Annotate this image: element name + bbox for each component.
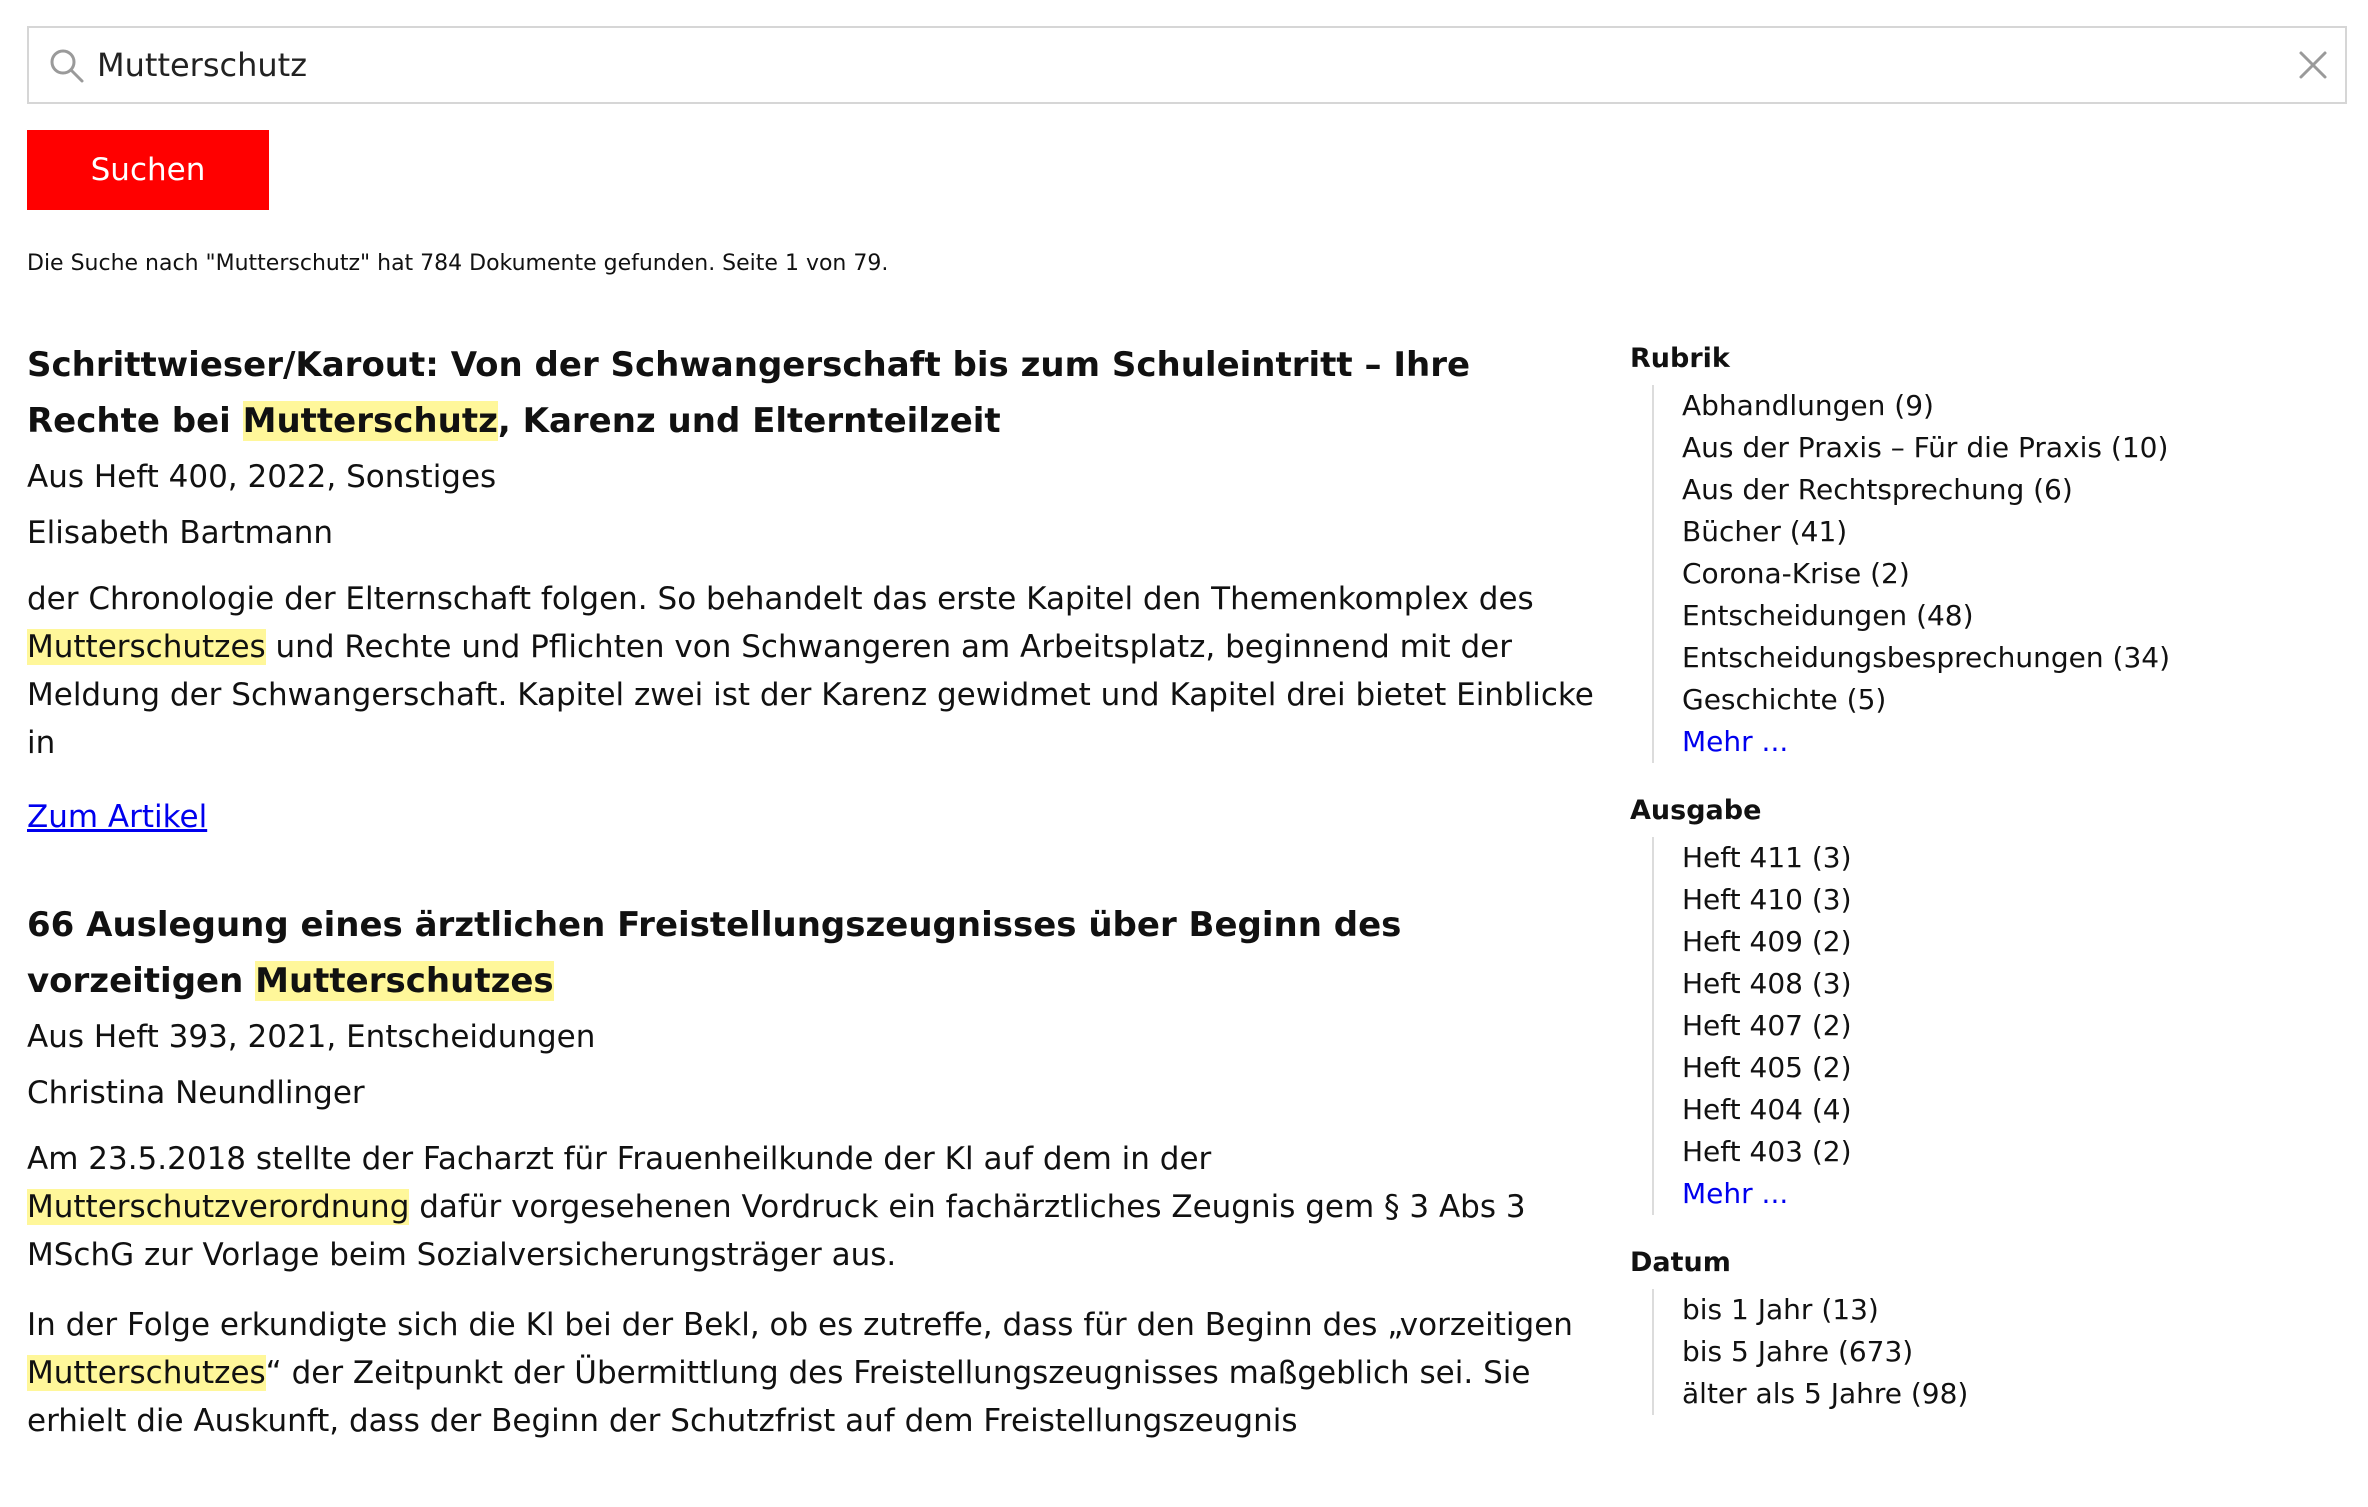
facet-item[interactable]: Aus der Praxis – Für die Praxis (10) xyxy=(1682,431,2169,464)
result-author: Christina Neundlinger xyxy=(27,1075,365,1111)
facet-item[interactable]: Entscheidungen (48) xyxy=(1682,599,1974,632)
excerpt-text: der Chronologie der Elternschaft folgen. So behandelt das erste Kapitel den Themenkomplex des xyxy=(27,581,1534,617)
facet-item[interactable]: Heft 409 (2) xyxy=(1682,925,1852,958)
facet-item[interactable]: Heft 410 (3) xyxy=(1682,883,1852,916)
title-text: Schrittwieser/Karout: Von der Schwangerschaft bis zum Schuleintritt – Ihre Rechte bei xyxy=(27,345,1471,441)
search-input[interactable] xyxy=(97,28,2257,102)
facet-item[interactable]: älter als 5 Jahre (98) xyxy=(1682,1377,1969,1410)
facet-item[interactable]: Corona-Krise (2) xyxy=(1682,557,1910,590)
excerpt-text: Am 23.5.2018 stellte der Facharzt für Frauenheilkunde der Kl auf dem in der xyxy=(27,1141,1212,1177)
facet-sidebar xyxy=(1630,339,2330,1443)
search-highlight: Mutterschutzverordnung xyxy=(27,1189,410,1225)
facet-item[interactable]: Heft 408 (3) xyxy=(1682,967,1852,1000)
facet-list xyxy=(1652,837,2330,1215)
facet-title: Datum xyxy=(1630,1247,1731,1278)
title-text: , Karenz und Elternteilzeit xyxy=(497,401,1001,441)
title-text: 66 Auslegung eines ärztlichen Freistellungszeugnisses über Beginn des vorzeitigen xyxy=(27,905,1402,1001)
result-title[interactable] xyxy=(27,897,1597,1009)
search-icon xyxy=(47,46,87,86)
facet-item[interactable]: Bücher (41) xyxy=(1682,515,1848,548)
search-highlight: Mutterschutz xyxy=(242,401,498,441)
facet-item[interactable]: Entscheidungsbesprechungen (34) xyxy=(1682,641,2171,674)
excerpt-text: dafür vorgesehenen Vordruck ein fachärztliches Zeugnis gem § 3 Abs 3 MSchG zur Vorlage beim Sozialversicherungsträger aus. xyxy=(27,1189,1526,1273)
facet-item[interactable]: Heft 405 (2) xyxy=(1682,1051,1852,1084)
excerpt-text: und Rechte und Pflichten von Schwangeren am Arbeitsplatz, beginnend mit der Meldung der Schwangerschaft. Kapitel zwei ist der Karenz gewidmet und Kapitel drei bietet Einblicke in xyxy=(27,629,1594,761)
facet-item[interactable]: Heft 404 (4) xyxy=(1682,1093,1852,1126)
search-button[interactable]: Suchen xyxy=(27,130,269,210)
search-result xyxy=(27,337,1597,835)
search-highlight: Mutterschutzes xyxy=(255,961,554,1001)
search-highlight: Mutterschutzes xyxy=(27,1355,266,1391)
facet-item[interactable]: Heft 403 (2) xyxy=(1682,1135,1852,1168)
facet-rubrik xyxy=(1630,339,2330,763)
facet-datum xyxy=(1630,1243,2330,1415)
result-title[interactable] xyxy=(27,337,1597,449)
result-source: Aus Heft 393, 2021, Entscheidungen xyxy=(27,1019,596,1055)
result-source: Aus Heft 400, 2022, Sonstiges xyxy=(27,459,497,495)
facet-item[interactable]: bis 5 Jahre (673) xyxy=(1682,1335,1914,1368)
facet-list xyxy=(1652,1289,2330,1415)
facet-item[interactable]: bis 1 Jahr (13) xyxy=(1682,1293,1879,1326)
facet-list xyxy=(1652,385,2330,763)
result-summary: Die Suche nach "Mutterschutz" hat 784 Dokumente gefunden. Seite 1 von 79. xyxy=(27,251,889,276)
facet-item[interactable]: Aus der Rechtsprechung (6) xyxy=(1682,473,2073,506)
facet-ausgabe xyxy=(1630,791,2330,1215)
result-excerpt xyxy=(27,575,1597,767)
more-link[interactable]: Mehr ... xyxy=(1682,725,1789,758)
result-excerpt xyxy=(27,1135,1597,1279)
more-link[interactable]: Mehr ... xyxy=(1682,1177,1789,1210)
facet-item[interactable]: Heft 411 (3) xyxy=(1682,841,1852,874)
search-highlight: Mutterschutzes xyxy=(27,629,266,665)
article-link[interactable]: Zum Artikel xyxy=(27,799,208,835)
close-icon[interactable] xyxy=(2295,47,2331,83)
search-box xyxy=(27,26,2347,104)
facet-title: Rubrik xyxy=(1630,343,1730,374)
excerpt-text: In der Folge erkundigte sich die Kl bei der Bekl, ob es zutreffe, dass für den Beginn des „vorzeitigen xyxy=(27,1307,1573,1343)
facet-title: Ausgabe xyxy=(1630,795,1762,826)
facet-item[interactable]: Heft 407 (2) xyxy=(1682,1009,1852,1042)
result-author: Elisabeth Bartmann xyxy=(27,515,334,551)
results-list xyxy=(27,337,1597,1507)
search-result xyxy=(27,897,1597,1445)
excerpt-text: “ der Zeitpunkt der Übermittlung des Freistellungszeugnisses maßgeblich sei. Sie erhielt die Auskunft, dass der Beginn der Schutzfrist auf dem Freistellungszeugnis xyxy=(27,1355,1531,1439)
facet-item[interactable]: Geschichte (5) xyxy=(1682,683,1887,716)
result-excerpt xyxy=(27,1301,1597,1445)
facet-item[interactable]: Abhandlungen (9) xyxy=(1682,389,1934,422)
